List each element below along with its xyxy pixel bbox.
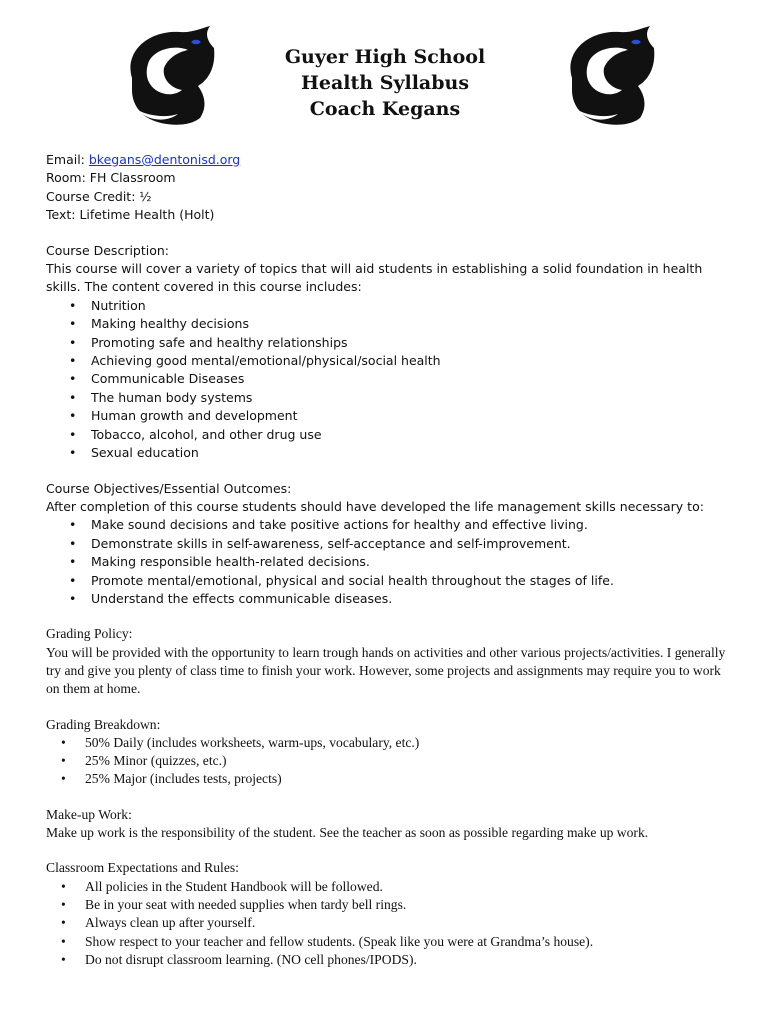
list-item: • Promoting safe and healthy relationships	[46, 334, 736, 352]
grading-policy-body: You will be provided with the opportunity to learn trough hands on activities and other various projects/activities. I generally try and give you plenty of class time to finish your work. However, some projects and assignments may require you to work on them at home.	[46, 644, 726, 697]
section-heading: Make-up Work:	[46, 806, 132, 822]
list-item: • Tobacco, alcohol, and other drug use	[46, 426, 736, 444]
list-item: • Making responsible health-related decisions.	[46, 553, 736, 571]
makeup-body: Make up work is the responsibility of the student. See the teacher as soon as possible regarding make up work.	[46, 825, 649, 841]
list-item: • 25% Major (includes tests, projects)	[46, 770, 736, 788]
section-heading: Course Description:	[46, 242, 170, 258]
email-label: Email:	[46, 152, 89, 167]
list-item: • 50% Daily (includes worksheets, warm-ups, vocabulary, etc.)	[46, 734, 736, 752]
course-description	[46, 242, 736, 463]
email-line	[46, 151, 736, 169]
list-item: • Nutrition	[46, 297, 736, 315]
room-line: Room: FH Classroom	[46, 170, 176, 186]
grading-breakdown	[46, 716, 736, 789]
list-item: • Sexual education	[46, 444, 736, 462]
description-intro: This course will cover a variety of topics that will aid students in establishing a solid foundation in health skills. The content covered in this course includes:	[46, 261, 703, 295]
list-item: • Understand the effects communicable diseases.	[46, 590, 736, 608]
list-item: • Show respect to your teacher and fellow students. (Speak like you were at Grandma’s house).	[46, 933, 736, 951]
list-item: • Achieving good mental/emotional/physical/social health	[46, 352, 736, 370]
credit-line: Course Credit: ½	[46, 188, 152, 204]
textbook-line: Text: Lifetime Health (Holt)	[46, 207, 215, 223]
classroom-expectations	[46, 859, 736, 969]
teacher-name: Coach Kegans	[309, 98, 461, 120]
course-title: Health Syllabus	[300, 72, 470, 94]
list-item: • Communicable Diseases	[46, 370, 736, 388]
list-item: • Do not disrupt classroom learning. (NO cell phones/IPODS).	[46, 951, 736, 969]
list-item: • Be in your seat with needed supplies when tardy bell rings.	[46, 896, 736, 914]
section-heading: Grading Policy:	[46, 626, 133, 642]
objectives-list	[46, 516, 736, 608]
list-item: • Always clean up after yourself.	[46, 914, 736, 932]
list-item: • Make sound decisions and take positive actions for healthy and effective living.	[46, 516, 736, 534]
list-item: • The human body systems	[46, 389, 736, 407]
school-name: Guyer High School	[284, 46, 486, 68]
course-objectives	[46, 480, 736, 609]
email-link[interactable]: bkegans@dentonisd.org	[88, 152, 241, 167]
rules-list	[46, 878, 736, 969]
syllabus-body	[46, 151, 736, 969]
list-item: • Making healthy decisions	[46, 315, 736, 333]
page-title	[0, 44, 770, 122]
objectives-intro: After completion of this course students should have developed the life management skills necessary to:	[46, 498, 704, 514]
section-heading: Course Objectives/Essential Outcomes:	[46, 480, 292, 496]
grading-policy	[46, 625, 736, 698]
list-item: • 25% Minor (quizzes, etc.)	[46, 752, 736, 770]
list-item: • All policies in the Student Handbook will be followed.	[46, 878, 736, 896]
list-item: • Promote mental/emotional, physical and social health throughout the stages of life.	[46, 572, 736, 590]
topics-list	[46, 297, 736, 463]
contact-info	[46, 151, 736, 225]
breakdown-list	[46, 734, 736, 789]
section-heading: Grading Breakdown:	[46, 716, 161, 732]
makeup-work	[46, 806, 736, 843]
list-item: • Demonstrate skills in self-awareness, self-acceptance and self-improvement.	[46, 535, 736, 553]
list-item: • Human growth and development	[46, 407, 736, 425]
section-heading: Classroom Expectations and Rules:	[46, 860, 239, 876]
